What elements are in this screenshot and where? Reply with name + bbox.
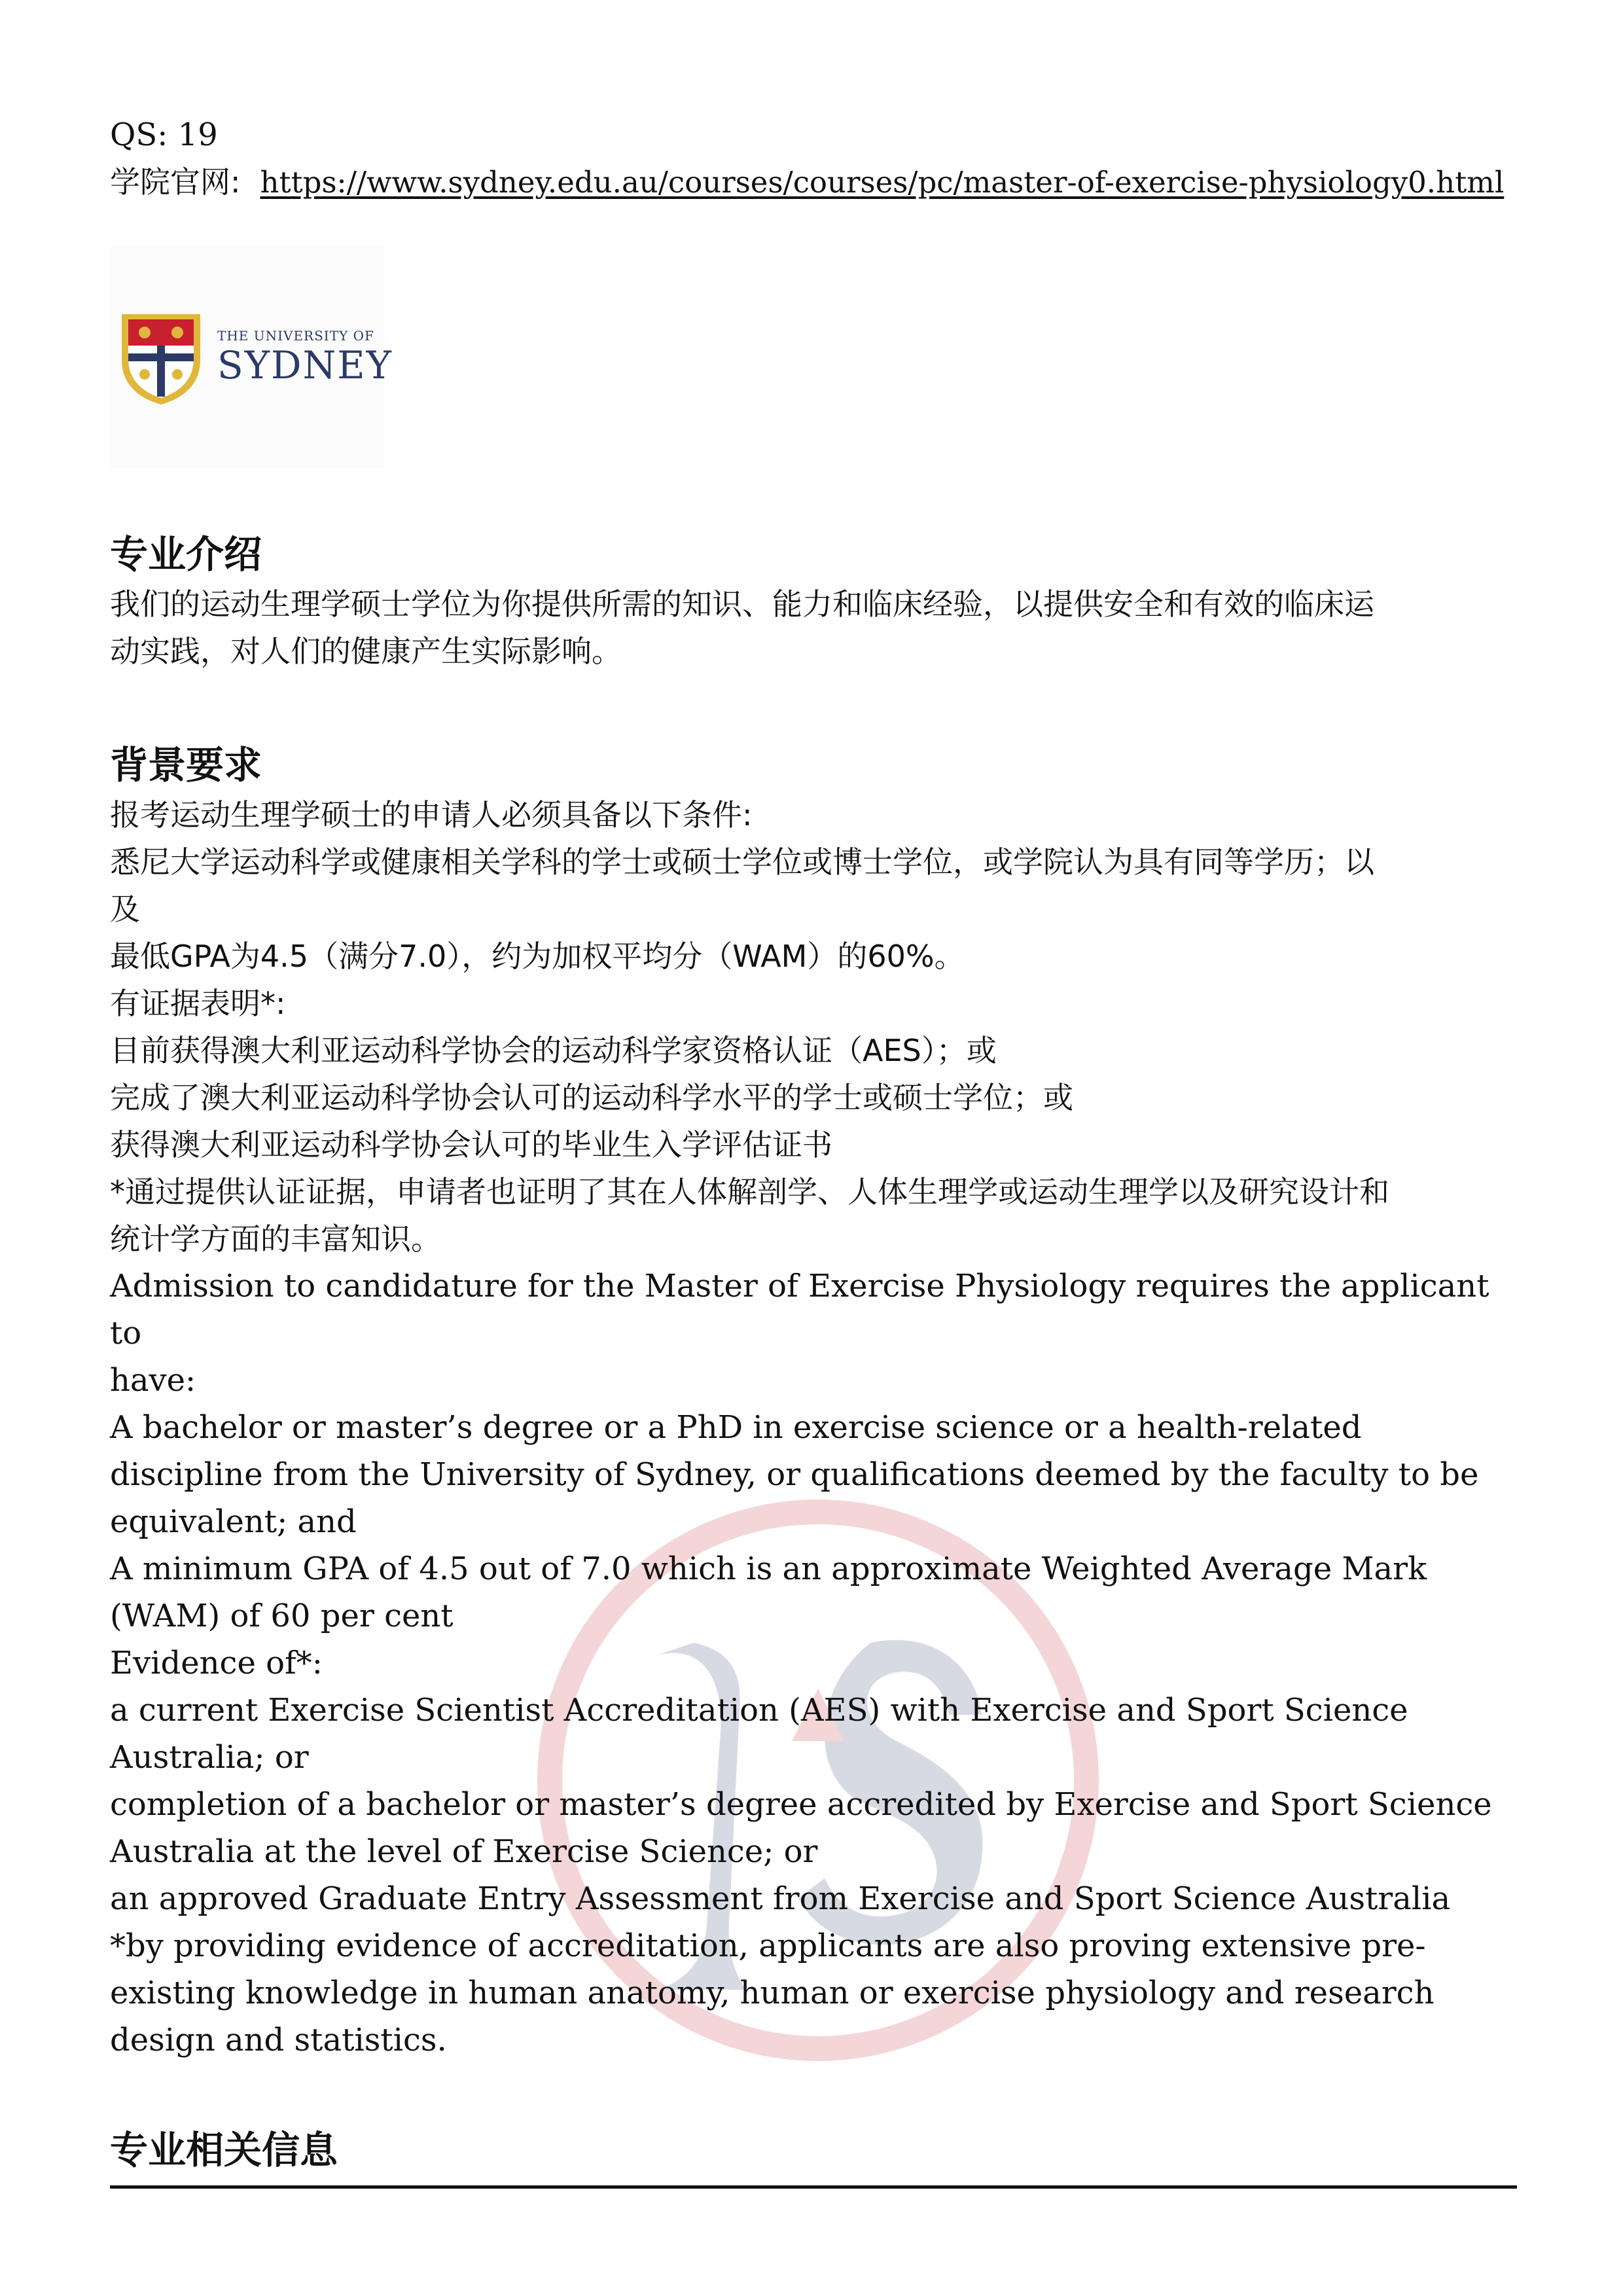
logo-title: SYDNEY bbox=[217, 343, 393, 387]
requirement-line-zh: 完成了澳大利亚运动科学协会认可的运动科学水平的学士或硕士学位；或 bbox=[110, 1080, 1073, 1115]
section-divider bbox=[110, 2185, 1517, 2189]
university-logo bbox=[110, 245, 393, 468]
requirement-line-en: A minimum GPA of 4.5 out of 7.0 which is an approximate Weighted Average Mark bbox=[110, 1551, 1427, 1587]
program-intro-heading: 专业介绍 bbox=[110, 532, 262, 577]
requirement-line-zh: 及 bbox=[110, 891, 140, 927]
requirement-line-en: equivalent; and bbox=[110, 1503, 357, 1540]
program-info-heading: 专业相关信息 bbox=[110, 2128, 338, 2172]
website-link[interactable]: https://www.sydney.edu.au/courses/courses/pc/master-of-exercise-physiology0.html bbox=[260, 165, 1505, 200]
document-page bbox=[110, 111, 1517, 2189]
requirement-line-en: design and statistics. bbox=[110, 2022, 447, 2058]
qs-ranking: QS: 19 bbox=[110, 117, 218, 153]
program-intro-section bbox=[110, 528, 1517, 675]
requirement-line-en: Evidence of*: bbox=[110, 1645, 323, 1681]
website-label: 学院官网: bbox=[110, 164, 241, 200]
intro-line: 我们的运动生理学硕士学位为你提供所需的知识、能力和临床经验，以提供安全和有效的临床运 bbox=[110, 586, 1374, 622]
requirement-line-en: Australia; or bbox=[110, 1739, 309, 1776]
crest-icon bbox=[115, 308, 207, 406]
background-requirements-heading: 背景要求 bbox=[110, 743, 262, 787]
requirement-line-en: Admission to candidature for the Master of Exercise Physiology requires the applicant to bbox=[110, 1268, 1489, 1352]
logo-subtitle: THE UNIVERSITY OF bbox=[217, 328, 374, 344]
background-requirements-section bbox=[110, 739, 1517, 2064]
requirement-line-zh: 目前获得澳大利亚运动科学协会的运动科学家资格认证（AES）；或 bbox=[110, 1033, 997, 1068]
requirement-line-en: a current Exercise Scientist Accreditation (AES) with Exercise and Sport Science bbox=[110, 1692, 1408, 1729]
requirement-line-zh: 获得澳大利亚运动科学协会认可的毕业生入学评估证书 bbox=[110, 1127, 832, 1162]
requirement-line-zh: 报考运动生理学硕士的申请人必须具备以下条件: bbox=[110, 797, 753, 833]
requirement-line-zh: 有证据表明*: bbox=[110, 986, 286, 1021]
requirement-line-en: A bachelor or master’s degree or a PhD in exercise science or a health-related bbox=[110, 1409, 1362, 1446]
requirement-line-en: discipline from the University of Sydney, or qualifications deemed by the faculty to be bbox=[110, 1456, 1479, 1493]
requirement-line-en: Australia at the level of Exercise Science; or bbox=[110, 1833, 818, 1870]
website-row bbox=[110, 158, 1517, 206]
intro-line: 动实践，对人们的健康产生实际影响。 bbox=[110, 634, 622, 669]
requirement-line-en: an approved Graduate Entry Assessment from Exercise and Sport Science Australia bbox=[110, 1880, 1451, 1917]
requirement-line-en: (WAM) of 60 per cent bbox=[110, 1598, 454, 1634]
requirement-line-en: have: bbox=[110, 1362, 196, 1399]
requirement-line-en: completion of a bachelor or master’s degree accredited by Exercise and Sport Science bbox=[110, 1786, 1492, 1823]
requirement-line-zh: *通过提供认证证据，申请者也证明了其在人体解剖学、人体生理学或运动生理学以及研究设计和 bbox=[110, 1174, 1389, 1210]
requirement-line-zh: 悉尼大学运动科学或健康相关学科的学士或硕士学位或博士学位，或学院认为具有同等学历；以 bbox=[110, 844, 1374, 880]
requirement-line-en: existing knowledge in human anatomy, human or exercise physiology and research bbox=[110, 1975, 1435, 2011]
program-info-section bbox=[110, 2124, 1517, 2189]
requirement-line-zh: 最低GPA为4.5（满分7.0），约为加权平均分（WAM）的60%。 bbox=[110, 939, 965, 974]
requirement-line-zh: 统计学方面的丰富知识。 bbox=[110, 1221, 441, 1257]
requirement-line-en: *by providing evidence of accreditation, applicants are also proving extensive pre- bbox=[110, 1928, 1426, 1964]
